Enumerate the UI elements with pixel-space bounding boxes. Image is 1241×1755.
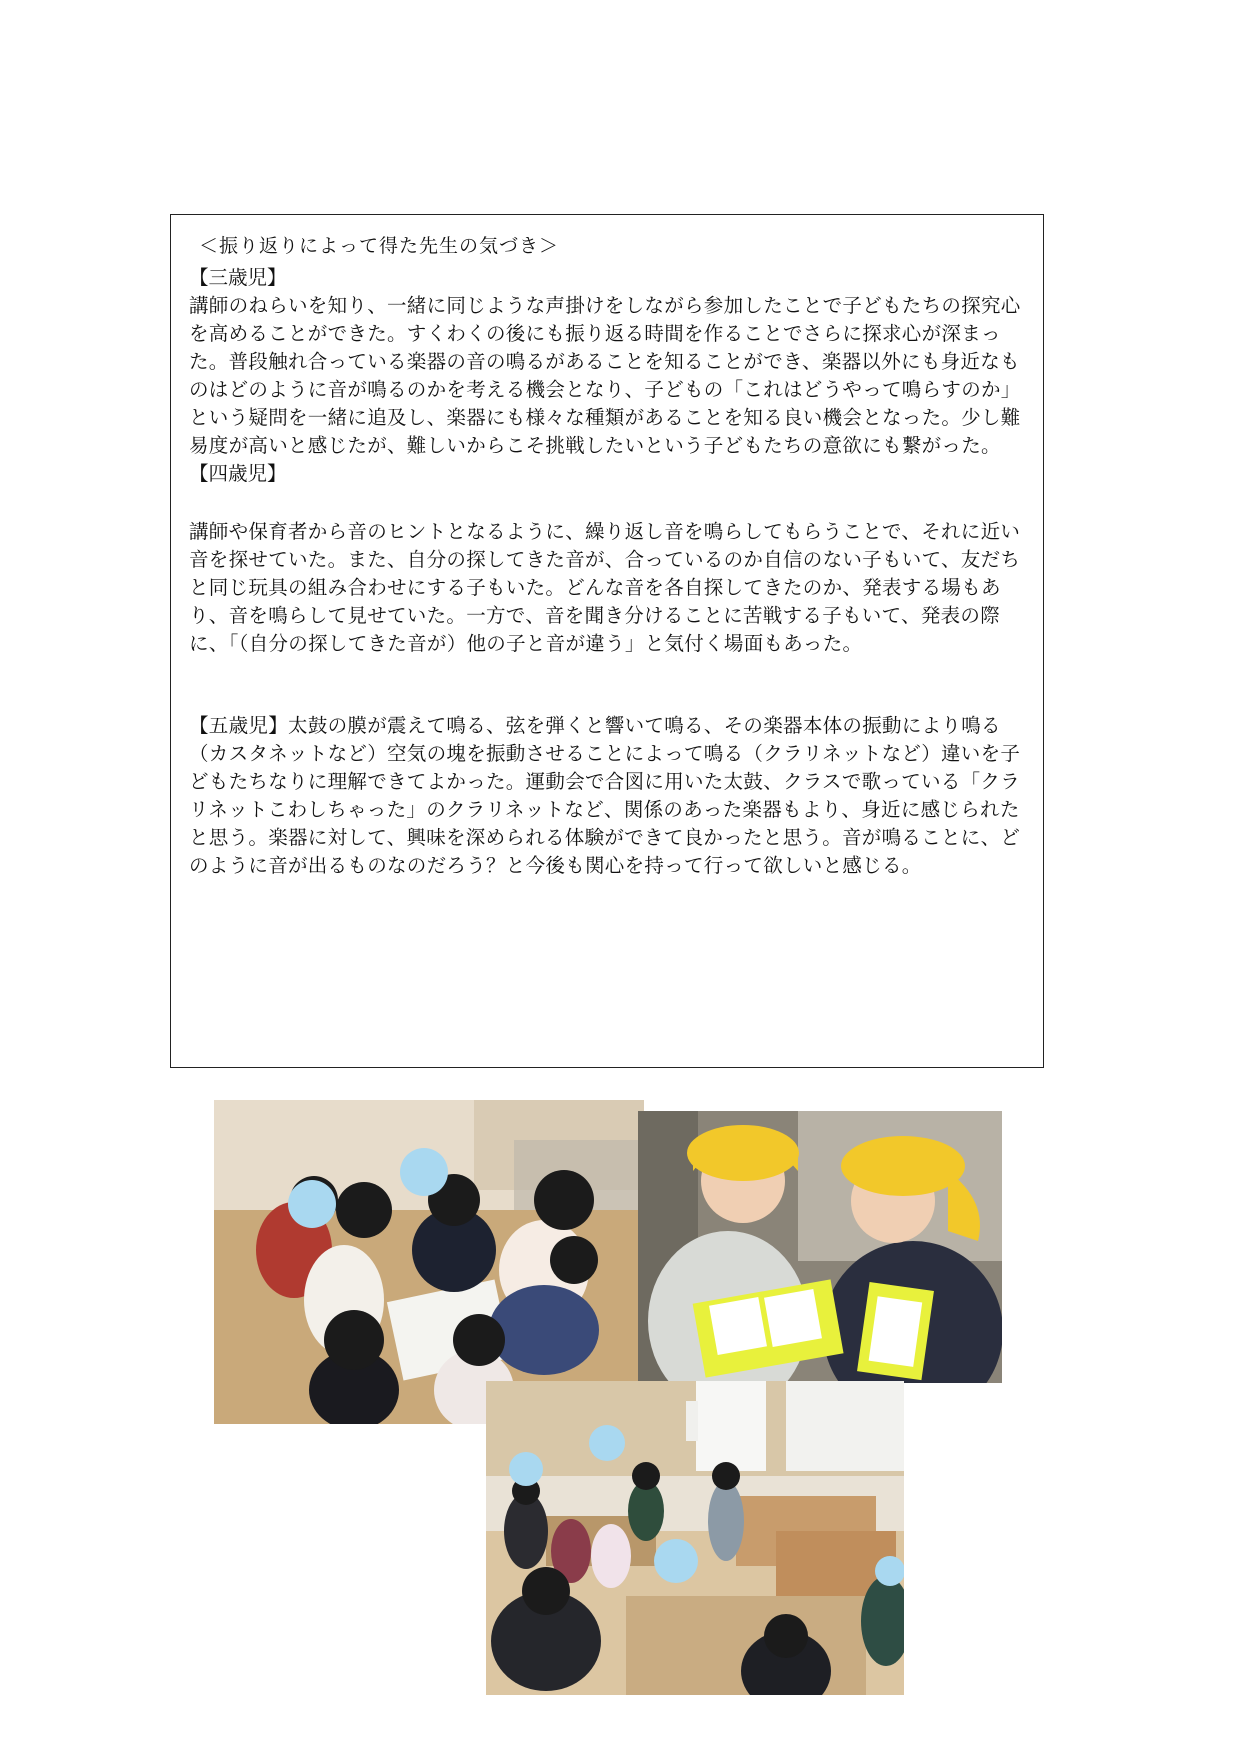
three-year-heading: 【三歳児】: [189, 266, 287, 289]
reflection-title: ＜振り返りによって得た先生の気づき＞: [199, 235, 560, 257]
photo-yellow-hats-image: [638, 1111, 1002, 1383]
spacer: [189, 658, 1025, 712]
photo-classroom: [486, 1381, 904, 1695]
spacer: [189, 488, 1025, 518]
three-year-text: 講師のねらいを知り、一緒に同じような声掛けをしながら参加したことで子どもたちの探究心を高めることができた。すくわくの後にも振り返る時間を作ることでさらに探求心が深まった。普段触れ合っている楽器の音の鳴るがあることを知ることができ、楽器以外にも身近なものはどのように音が鳴るのかを考える機会となり、子どもの「これはどうやって鳴らすのか」という疑問を一緒に追及し、楽器にも様々な種類があることを知る良い機会となった。少し難易度が高いと感じたが、難しいからこそ挑戦したいという子どもたちの意欲にも繋がった。: [189, 294, 1021, 457]
photo-children-floor: [214, 1100, 644, 1424]
five-year-text: 太鼓の膜が震えて鳴る、弦を弾くと響いて鳴る、その楽器本体の振動により鳴る（カスタネットなど）空気の塊を振動させることによって鳴る（クラリネットなど）違いを子どもたちなりに理解できてよかった。運動会で合図に用いた太鼓、クラスで歌っている「クラリネットこわしちゃった」のクラリネットなど、関係のあった楽器もより、身近に感じられたと思う。楽器に対して、興味を深められる体験ができて良かったと思う。音が鳴ることに、どのように音が出るものなのだろう？と今後も関心を持って行って欲しいと感じる。: [189, 714, 1021, 877]
five-year-heading: 【五歳児】: [189, 714, 289, 737]
four-year-text: 講師や保育者から音のヒントとなるように、繰り返し音を鳴らしてもらうことで、それに近い音を探せていた。また、自分の探してきた音が、合っているのか自信のない子もいて、友だちと同じ玩具の組み合わせにする子もいた。どんな音を各自探してきたのか、発表する場もあり、音を鳴らして見せていた。一方で、音を聞き分けることに苦戦する子もいて、発表の際に、「（自分の探してきた音が）他の子と音が違う」と気付く場面もあった。: [189, 520, 1021, 655]
five-year-paragraph: [189, 712, 1025, 880]
photo-children-floor-image: [214, 1100, 644, 1424]
four-year-heading: 【四歳児】: [189, 462, 287, 485]
photo-yellow-hats: [638, 1111, 1002, 1383]
reflection-box: [170, 214, 1044, 1068]
photo-classroom-image: [486, 1381, 904, 1695]
